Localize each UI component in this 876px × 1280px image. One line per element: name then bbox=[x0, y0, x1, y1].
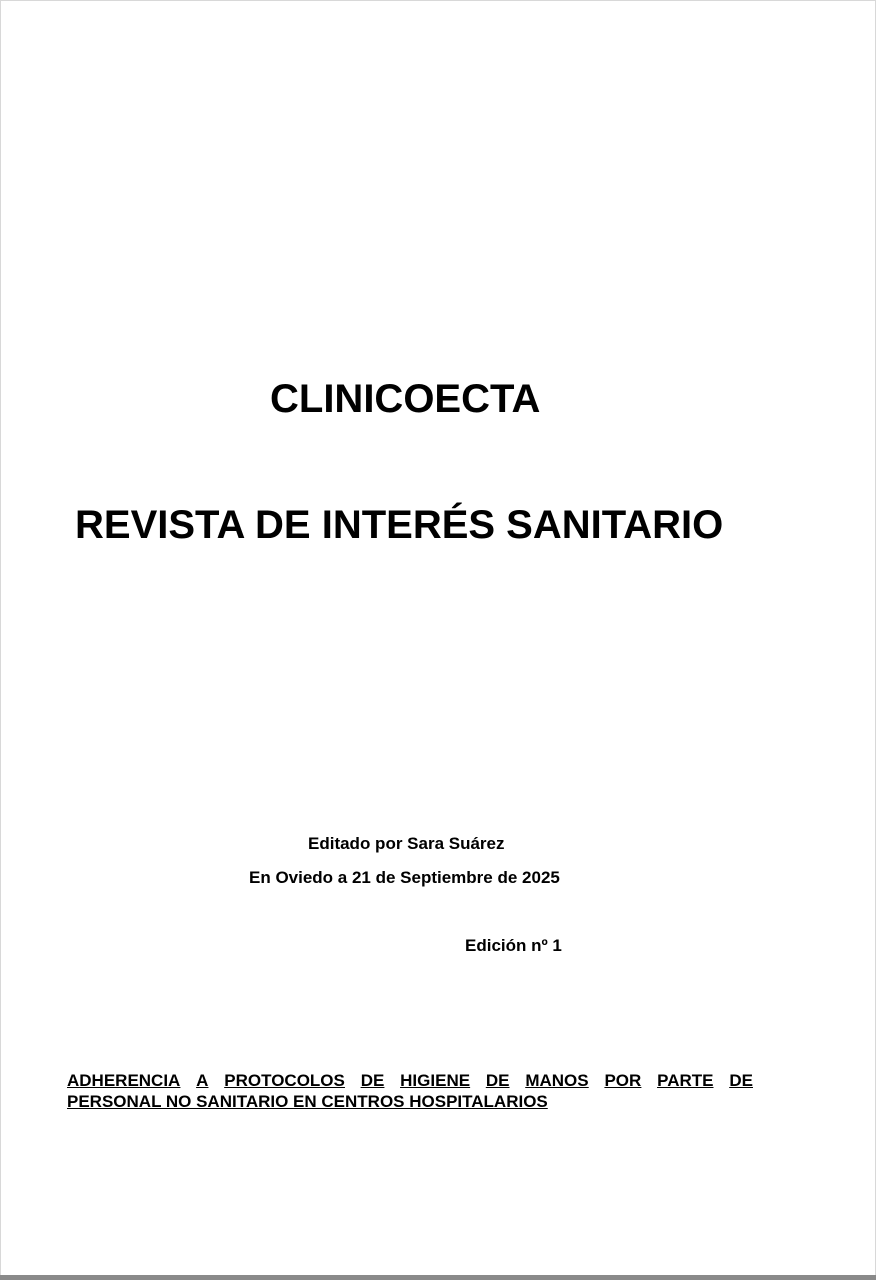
article-title bbox=[67, 1070, 753, 1112]
article-title-word: A bbox=[196, 1071, 209, 1090]
editor-credit: Editado por Sara Suárez bbox=[308, 834, 505, 853]
article-title-word: PARTE bbox=[657, 1071, 714, 1090]
article-title-word: DE bbox=[485, 1071, 510, 1090]
magazine-subtitle: REVISTA DE INTERÉS SANITARIO bbox=[75, 503, 724, 547]
edition-number: Edición nº 1 bbox=[465, 936, 562, 955]
magazine-title: CLINICOECTA bbox=[270, 377, 541, 421]
article-title-word: PROTOCOLOS bbox=[224, 1071, 345, 1090]
article-title-word: ADHERENCIA bbox=[67, 1071, 181, 1090]
article-title-word: DE bbox=[729, 1071, 753, 1090]
article-title-word: POR bbox=[604, 1071, 642, 1090]
article-title-word: HIGIENE bbox=[400, 1071, 471, 1090]
article-title-word: MANOS bbox=[525, 1071, 589, 1090]
page-bottom-edge bbox=[0, 1275, 876, 1280]
article-title-line-2: PERSONAL NO SANITARIO EN CENTROS HOSPITALARIOS bbox=[67, 1092, 548, 1111]
article-title-word: DE bbox=[360, 1071, 385, 1090]
article-title-line-1 bbox=[67, 1070, 753, 1091]
place-and-date: En Oviedo a 21 de Septiembre de 2025 bbox=[249, 868, 560, 887]
